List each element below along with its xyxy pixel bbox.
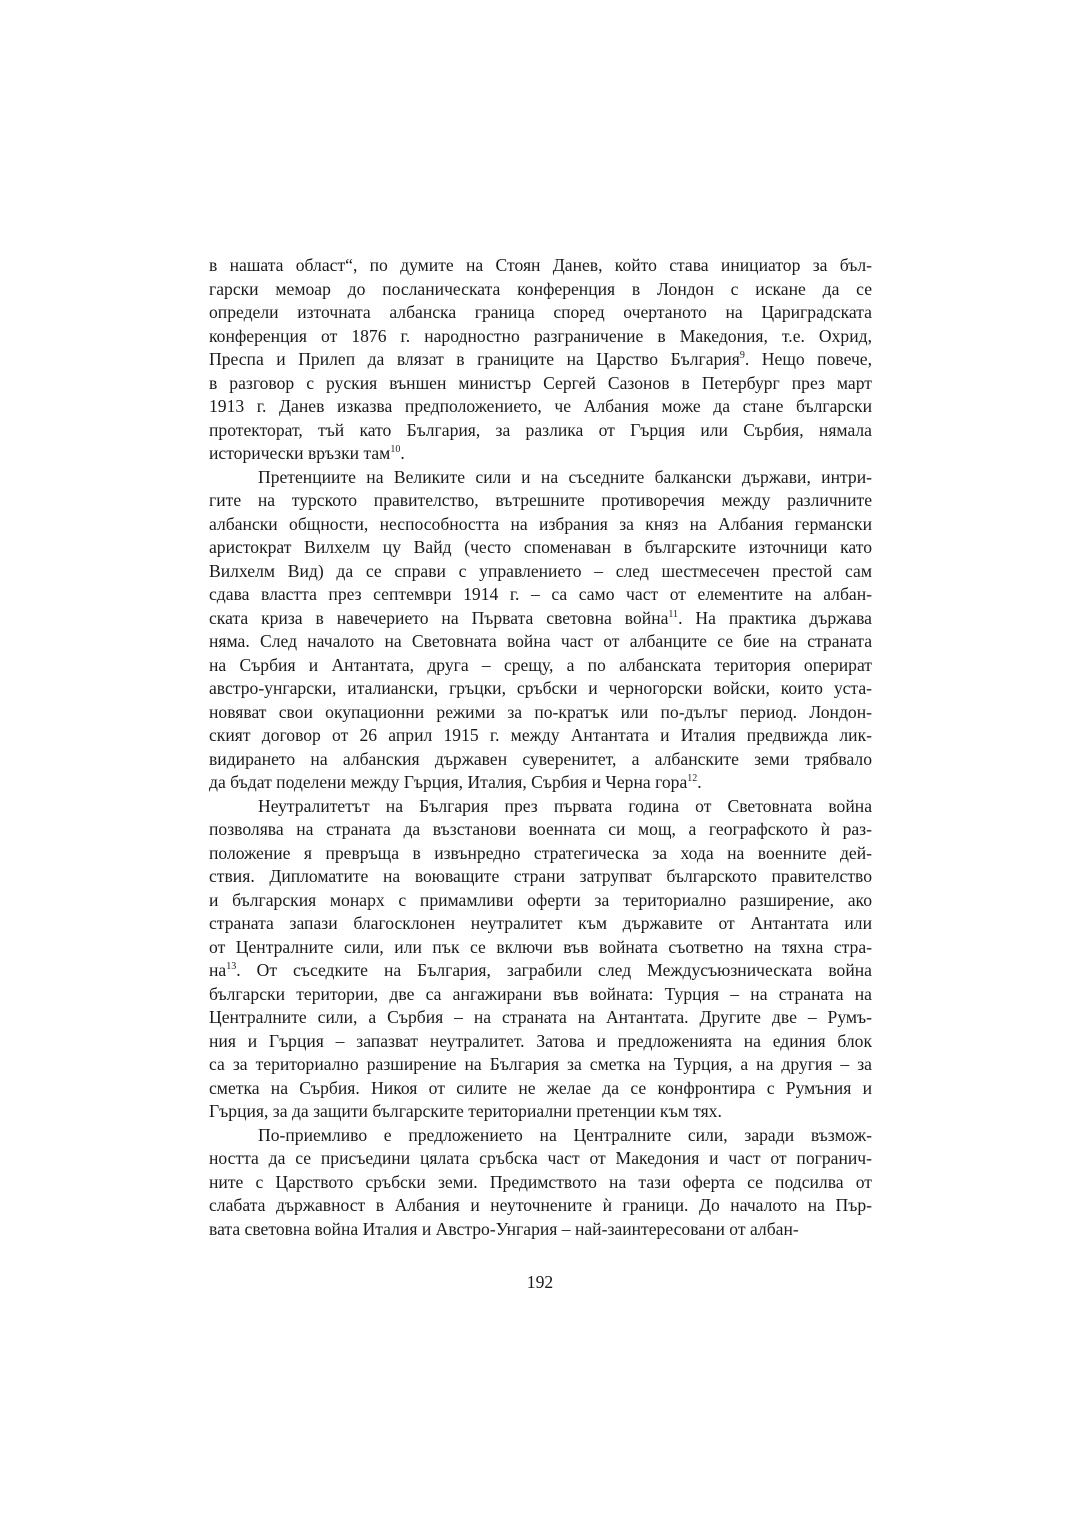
text-segment: протекторат, тъй като България, за разлика от Гърция или Сърбия, нямала <box>209 419 872 440</box>
text-line <box>209 1100 872 1124</box>
text-line <box>209 583 872 607</box>
text-line <box>209 889 872 913</box>
text-segment: страната запази благосклонен неутралитет към държавите от Антантата или <box>209 913 872 933</box>
text-segment: български територии, две са ангажирани във войната: Турция – на страната на <box>209 983 872 1004</box>
text-line <box>209 818 872 842</box>
text-segment: на Сърбия и Антантата, друга – срещу, а по албанската територия оперират <box>209 654 872 675</box>
text-line <box>209 936 872 960</box>
text-segment: По-приемливо е предложението на Централните сили, заради възмож- <box>258 1124 872 1145</box>
text-segment: Гърция, за да защити българските териториални претенции към тях. <box>209 1101 722 1121</box>
text-segment: гите на турското правителство, вътрешните противоречия между различните <box>209 490 872 510</box>
text-segment: ската криза в навечерието на Първата световна война <box>209 607 669 628</box>
text-segment: албански общности, неспособността на избрания за княз на Албания германски <box>209 513 872 534</box>
text-line <box>209 1147 872 1171</box>
text-line <box>209 301 872 325</box>
text-segment: Вилхелм Вид) да се справи с управлението – след шестмесечен престой сам <box>209 560 872 581</box>
text-line <box>209 865 872 889</box>
text-segment: вата световна война Италия и Австро-Унгария – най-заинтересовани от албан- <box>209 1218 799 1239</box>
text-line <box>209 325 872 349</box>
text-line <box>209 654 872 678</box>
footnote-marker: 12 <box>687 773 698 784</box>
text-line <box>209 771 872 795</box>
text-segment: в разговор с руския външен министър Сергей Сазонов в Петербург през март <box>209 372 872 393</box>
text-segment: ните с Царството сръбски земи. Предимството на тази оферта се подсилва от <box>209 1171 872 1192</box>
text-segment: сдава властта през септември 1914 г. – са само част от елементите на албан- <box>209 584 872 604</box>
text-segment: ствия. Дипломатите на воюващите страни затрупват българското правителство <box>209 866 872 886</box>
text-line <box>209 607 872 631</box>
text-segment: конференция от 1876 г. народностно разграничение в Македония, т.е. Охрид, <box>209 325 872 346</box>
text-line <box>209 677 872 701</box>
text-line <box>209 630 872 654</box>
text-line <box>209 395 872 419</box>
text-segment: ският договор от 26 април 1915 г. между Антантата и Италия предвижда лик- <box>209 725 872 745</box>
text-line <box>209 442 872 466</box>
text-segment: . На практика държава <box>678 607 872 628</box>
text-line <box>209 842 872 866</box>
paragraph <box>209 466 872 795</box>
text-segment: на <box>209 960 227 980</box>
text-line <box>209 1218 872 1242</box>
text-segment: . <box>697 772 702 792</box>
text-line <box>209 912 872 936</box>
text-line <box>209 1077 872 1101</box>
text-line <box>209 1006 872 1030</box>
paragraph <box>209 1124 872 1242</box>
text-segment: Централните сили, а Сърбия – на страната на Антантата. Другите две – Румъ- <box>209 1007 872 1027</box>
text-segment: слабата държавност в Албания и неуточнените ѝ граници. До началото на Пър- <box>209 1195 872 1215</box>
text-segment: положение я превръща в извънредно стратегическа за хода на военните дей- <box>209 842 872 863</box>
text-line <box>209 1171 872 1195</box>
text-line <box>209 466 872 490</box>
text-segment: и българския монарх с примамливи оферти за териториално разширение, ако <box>209 889 872 910</box>
text-line <box>209 513 872 537</box>
text-line <box>209 748 872 772</box>
text-line <box>209 1053 872 1077</box>
body-text <box>209 254 872 1241</box>
text-segment: гарски мемоар до посланическата конференция в Лондон с искане да се <box>209 278 872 299</box>
footnote-marker: 13 <box>226 961 237 972</box>
text-segment: Преспа и Прилеп да влязат в границите на Царство България <box>209 349 740 369</box>
text-line <box>209 1030 872 1054</box>
text-segment: . От съседките на България, заграбили след Междусъюзническата война <box>236 960 872 980</box>
text-line <box>209 536 872 560</box>
text-segment: Претенциите на Великите сили и на съседните балкански държави, интри- <box>258 466 872 487</box>
text-line <box>209 419 872 443</box>
text-segment: видирането на албанския държавен суверенитет, а албанските земи трябвало <box>209 748 872 769</box>
text-segment: определи източната албанска граница според очертаното на Цариградската <box>209 302 872 322</box>
text-line <box>209 701 872 725</box>
text-segment: от Централните сили, или пък се включи във войната съответно на тяхна стра- <box>209 936 872 957</box>
footnote-marker: 11 <box>668 608 679 620</box>
text-line <box>209 372 872 396</box>
text-segment: да бъдат поделени между Гърция, Италия, Сърбия и Черна гора <box>209 772 688 792</box>
text-line <box>209 724 872 748</box>
footnote-marker: 10 <box>390 444 401 455</box>
text-segment: . Нещо повече, <box>744 349 872 369</box>
text-line <box>209 278 872 302</box>
text-line <box>209 560 872 584</box>
text-segment: исторически връзки там <box>209 443 391 463</box>
text-segment: ността да се присъедини цялата сръбска част от Македония и част от погранич- <box>209 1148 872 1168</box>
text-line <box>209 254 872 278</box>
text-line <box>209 489 872 513</box>
text-line <box>209 1124 872 1148</box>
text-segment: новяват свои окупационни режими за по-кратък или по-дълъг период. Лондон- <box>209 701 872 722</box>
text-segment: аристократ Вилхелм цу Вайд (често споменаван в българските източници като <box>209 537 872 557</box>
text-line <box>209 795 872 819</box>
text-line <box>209 959 872 983</box>
text-segment: в нашата област“, по думите на Стоян Данев, който става инициатор за бъл- <box>209 255 872 275</box>
text-line <box>209 1194 872 1218</box>
footnote-marker: 9 <box>739 350 745 361</box>
text-segment: . <box>400 443 405 463</box>
page-number: 192 <box>526 1272 554 1292</box>
paragraph <box>209 254 872 466</box>
text-line <box>209 348 872 372</box>
text-segment: сметка на Сърбия. Никоя от силите не желае да се конфронтира с Румъния и <box>209 1077 872 1098</box>
paragraph <box>209 795 872 1124</box>
text-segment: ния и Гърция – запазват неутралитет. Затова и предложенията на единия блок <box>209 1030 872 1051</box>
text-segment: 1913 г. Данев изказва предположението, че Албания може да стане български <box>209 396 872 416</box>
text-segment: позволява на страната да възстанови военната си мощ, а географското ѝ раз- <box>209 819 872 839</box>
text-line <box>209 983 872 1007</box>
text-segment: австро-унгарски, италиански, гръцки, сръбски и черногорски войски, които уста- <box>209 678 872 698</box>
text-segment: Неутралитетът на България през първата година от Световната война <box>258 795 872 816</box>
text-segment: са за териториално разширение на България за сметка на Турция, а на другия – за <box>209 1054 872 1074</box>
text-segment: няма. След началото на Световната война част от албанците се бие на страната <box>209 631 872 651</box>
